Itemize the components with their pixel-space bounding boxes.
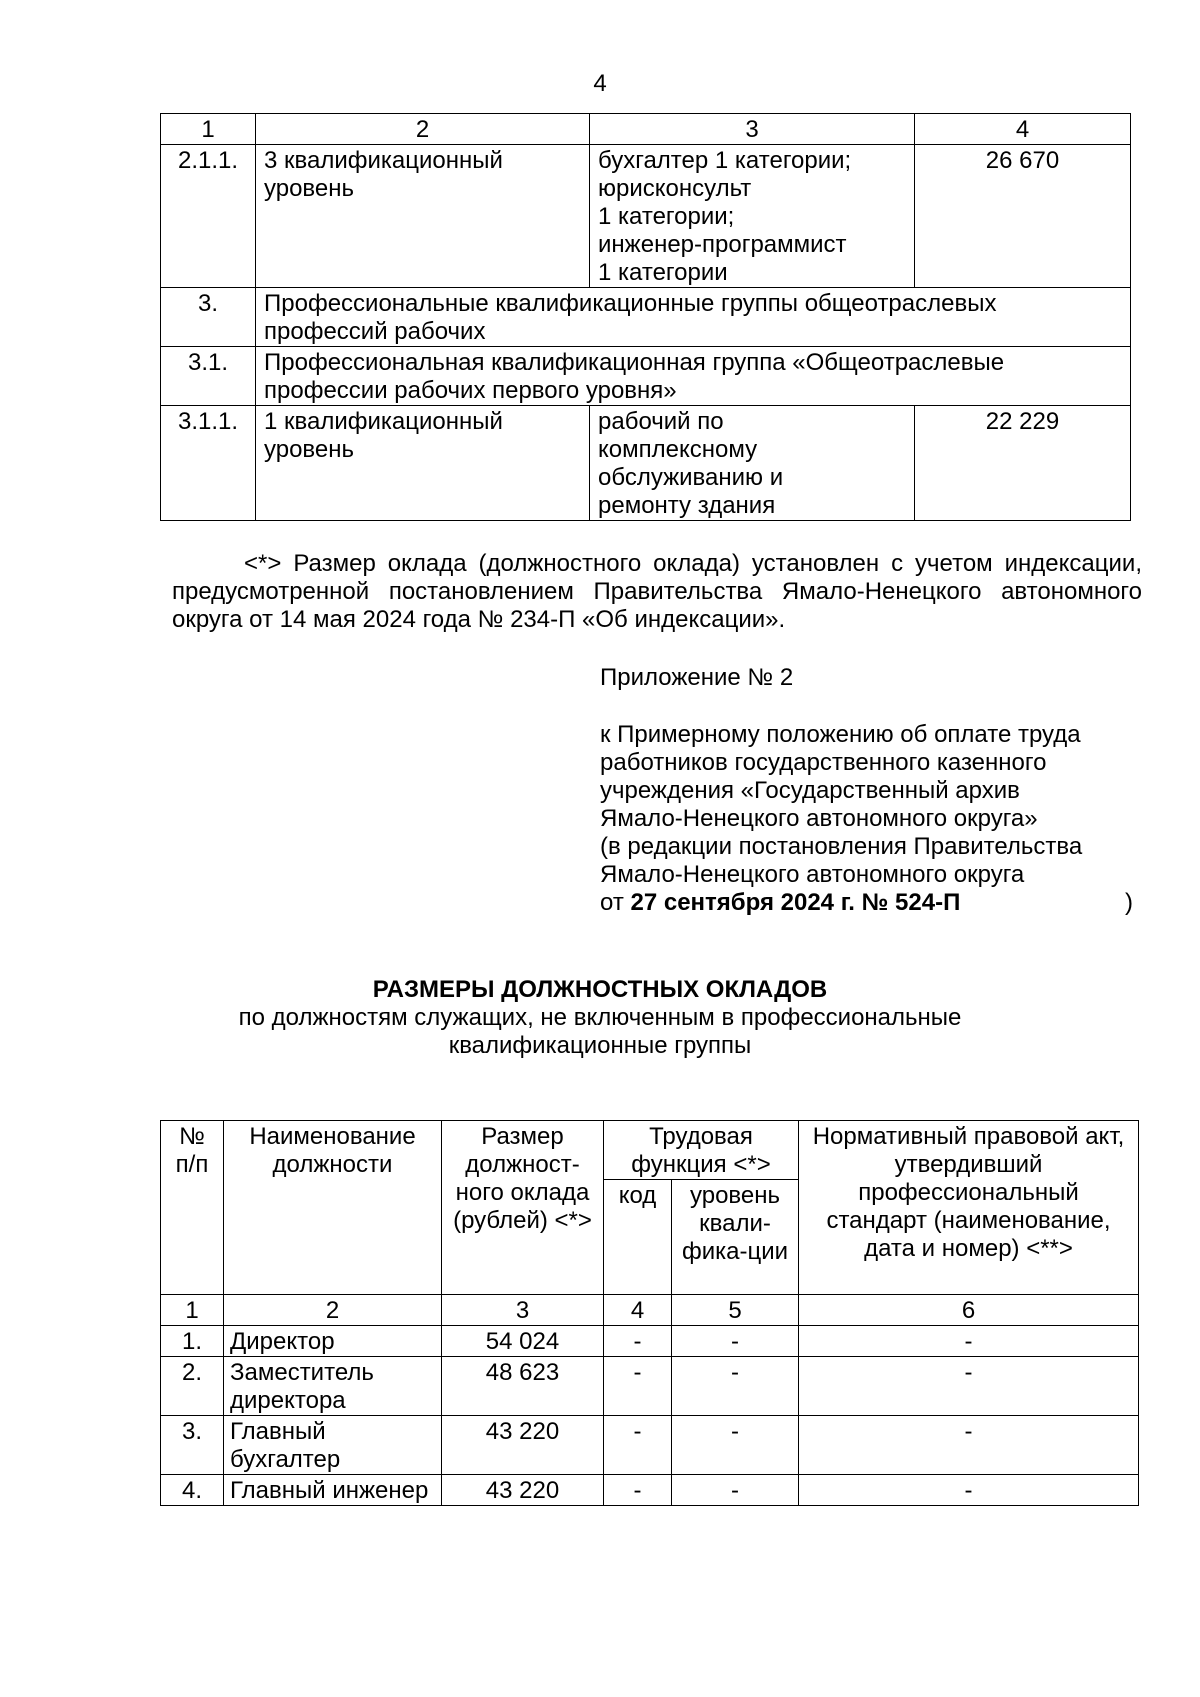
resolution-date: 27 сентября 2024 г. № 524-П — [630, 889, 961, 916]
header-code: код — [604, 1180, 672, 1295]
position-name: Заместитель директора — [224, 1357, 442, 1416]
table-row — [161, 1357, 1139, 1416]
legal-act: - — [799, 1475, 1139, 1506]
footnote-text: <*> Размер оклада (должностного оклада) установлен с учетом индексации, предусмотренной постановлением Правительства Ямало-Ненецкого автономного округа от 14 мая 2024 года № 234-П «Об индексации». — [172, 550, 1142, 633]
header-cell: 1 — [161, 114, 256, 145]
salary-table-employees — [160, 1120, 1139, 1506]
position-name: Главный инженер — [224, 1475, 442, 1506]
salary-value: 26 670 — [915, 145, 1131, 288]
qualification-level: 3 квалификационный уровень — [256, 145, 590, 288]
header-act: Нормативный правовой акт, утвердивший профессиональный стандарт (наименование, дата и номер) <**> — [799, 1121, 1139, 1295]
row-number: 2.1.1. — [161, 145, 256, 288]
appendix-line: Ямало-Ненецкого автономного округа» — [600, 805, 1038, 832]
header-cell: 3 — [590, 114, 915, 145]
legal-act: - — [799, 1416, 1139, 1475]
salary-value: 22 229 — [915, 406, 1131, 521]
position-line: 1 категории — [598, 259, 728, 286]
salary-value: 48 623 — [442, 1357, 604, 1416]
appendix-line: (в редакции постановления Правительства — [600, 833, 1083, 860]
header-name: Наименование должности — [224, 1121, 442, 1295]
legal-act: - — [799, 1326, 1139, 1357]
group-title: Профессиональные квалификационные группы общеотраслевых профессий рабочих — [256, 288, 1131, 347]
table-row — [161, 406, 1131, 521]
column-number: 6 — [799, 1295, 1139, 1326]
group-title: Профессиональная квалификационная группа «Общеотраслевые профессии рабочих первого уровня» — [256, 347, 1131, 406]
position-line: юрисконсульт — [598, 175, 752, 202]
position-name: Главный бухгалтер — [224, 1416, 442, 1475]
column-number: 1 — [161, 1295, 224, 1326]
table-header-row — [161, 1121, 1139, 1180]
position-line: комплексному — [598, 436, 758, 463]
column-number: 4 — [604, 1295, 672, 1326]
column-number: 5 — [672, 1295, 799, 1326]
header-function: Трудовая функция <*> — [604, 1121, 799, 1180]
legal-act: - — [799, 1357, 1139, 1416]
position-line: 1 категории; — [598, 203, 735, 230]
resolution-date-line — [600, 889, 1140, 917]
row-number: 3. — [161, 1416, 224, 1475]
position-line: инженер-программист — [598, 231, 847, 258]
qualification-level: - — [672, 1326, 799, 1357]
function-code: - — [604, 1357, 672, 1416]
function-code: - — [604, 1326, 672, 1357]
salary-value: 43 220 — [442, 1475, 604, 1506]
positions-list — [590, 145, 915, 288]
row-number: 4. — [161, 1475, 224, 1506]
header-salary: Размер должност-ного оклада (рублей) <*> — [442, 1121, 604, 1295]
heading-subtitle: по должностям служащих, не включенным в профессиональные — [238, 1004, 962, 1031]
resolution-prefix: от — [600, 889, 624, 916]
appendix-line: к Примерному положению об оплате труда — [600, 721, 1081, 748]
document-heading — [0, 976, 1200, 1060]
position-line: ремонту здания — [598, 492, 776, 519]
heading-subtitle: квалификационные группы — [448, 1032, 752, 1059]
salary-table-pkg — [160, 113, 1131, 521]
header-cell: 2 — [256, 114, 590, 145]
position-line: бухгалтер 1 категории; — [598, 147, 852, 174]
table-row — [161, 1416, 1139, 1475]
row-number: 2. — [161, 1357, 224, 1416]
salary-value: 43 220 — [442, 1416, 604, 1475]
header-cell: 4 — [915, 114, 1131, 145]
header-level: уровень квали-фика-ции — [672, 1180, 799, 1295]
row-number: 3.1. — [161, 347, 256, 406]
appendix-line: Ямало-Ненецкого автономного округа — [600, 861, 1025, 888]
appendix-reference — [600, 721, 1140, 917]
header-num: № п/п — [161, 1121, 224, 1295]
qualification-level: - — [672, 1475, 799, 1506]
appendix-title: Приложение № 2 — [600, 664, 794, 691]
qualification-level: - — [672, 1357, 799, 1416]
table-row — [161, 1475, 1139, 1506]
heading-title: РАЗМЕРЫ ДОЛЖНОСТНЫХ ОКЛАДОВ — [372, 976, 828, 1003]
column-number: 3 — [442, 1295, 604, 1326]
table-row — [161, 347, 1131, 406]
footnote — [172, 550, 1142, 634]
positions-list — [590, 406, 915, 521]
column-number-row — [161, 1295, 1139, 1326]
table-header-row — [161, 114, 1131, 145]
page-number: 4 — [593, 70, 607, 97]
closing-paren: ) — [1125, 889, 1133, 916]
function-code: - — [604, 1475, 672, 1506]
qualification-level: - — [672, 1416, 799, 1475]
function-code: - — [604, 1416, 672, 1475]
position-line: рабочий по — [598, 408, 724, 435]
position-name: Директор — [224, 1326, 442, 1357]
row-number: 3. — [161, 288, 256, 347]
table-row — [161, 1326, 1139, 1357]
salary-value: 54 024 — [442, 1326, 604, 1357]
appendix-line: учреждения «Государственный архив — [600, 777, 1020, 804]
column-number: 2 — [224, 1295, 442, 1326]
table-row — [161, 288, 1131, 347]
appendix-line: работников государственного казенного — [600, 749, 1047, 776]
table-row — [161, 145, 1131, 288]
position-line: обслуживанию и — [598, 464, 784, 491]
row-number: 1. — [161, 1326, 224, 1357]
qualification-level: 1 квалификационный уровень — [256, 406, 590, 521]
row-number: 3.1.1. — [161, 406, 256, 521]
